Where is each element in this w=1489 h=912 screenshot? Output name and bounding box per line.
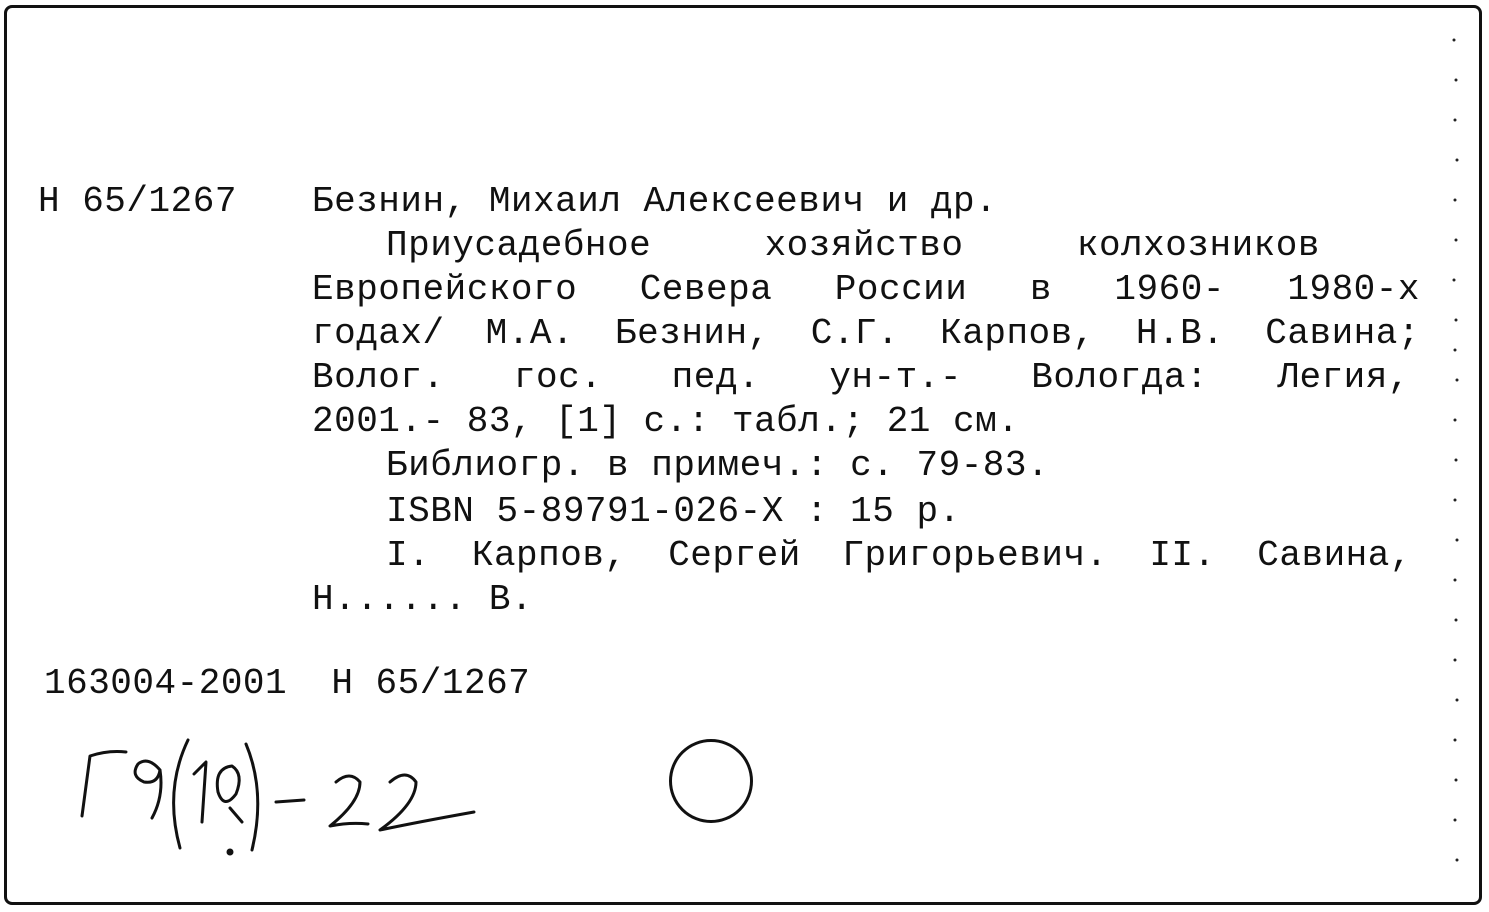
shelf-mark: Н 65/1267 (38, 181, 237, 222)
circle-stamp (669, 739, 753, 823)
main-heading: Безнин, Михаил Алексеевич и др. (312, 181, 998, 222)
bibliography-note: Библиогр. в примеч.: с. 79-83. (386, 445, 1050, 486)
title-line: годах/ М.А. Безнин, С.Г. Карпов, Н.В. Савина; (312, 313, 1420, 354)
isbn-line: ISBN 5-89791-026-X : 15 р. (386, 491, 961, 532)
added-entries-line: Н...... В. (312, 579, 534, 620)
title-line: Волог. гос. пед. ун-т.- Вологда: Легия, (312, 357, 1410, 398)
title-line: Европейского Севера России в 1960- 1980-х (312, 269, 1420, 310)
added-entries-line: I. Карпов, Сергей Григорьевич. II. Савина, (386, 535, 1412, 576)
title-line: Приусадебное хозяйство колхозников (386, 225, 1320, 266)
accession-number: 163004-2001 Н 65/1267 (44, 663, 531, 704)
handwritten-classification (68, 730, 488, 860)
title-line: 2001.- 83, [1] с.: табл.; 21 см. (312, 401, 1020, 442)
perforation-dots (1452, 20, 1472, 900)
